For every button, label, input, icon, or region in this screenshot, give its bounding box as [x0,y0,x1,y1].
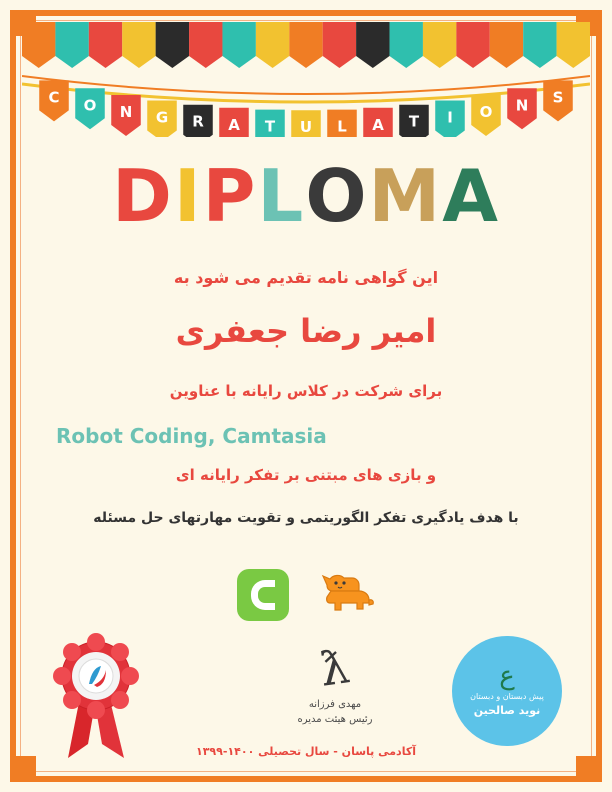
course-extra-line: و بازی های مبتنی بر تفکر رایانه ای [175,466,437,484]
bunting-letter-6: T [264,117,276,136]
bunting-flag-top-15 [523,22,556,68]
bunting-flag-top-16 [557,22,590,68]
camtasia-logo-icon [237,569,289,621]
title-letter-3: L [257,154,306,238]
title-letter-2: P [202,154,258,238]
signature-block [250,639,420,727]
bunting-letter-14: S [552,88,564,107]
bunting-flag-top-10 [356,22,389,68]
bunting-flag-U [291,110,321,137]
bunting-flag-top-1 [55,22,88,68]
title-letter-4: O [305,154,369,238]
scratch-cat-icon [319,569,375,621]
bunting-flag-top-12 [423,22,456,68]
bunting-flag-N [507,88,537,129]
bunting-flag-C [39,80,69,121]
page-title [0,154,612,238]
bunting-flag-A [363,108,393,137]
bunting-flag-T [399,105,429,137]
bunting-letter-9: A [372,115,384,134]
seal-emblem-icon: ع [499,660,515,691]
bunting-letter-10: T [408,112,420,131]
bunting-flag-S [543,80,573,121]
program-logos [0,560,612,630]
seal-line-2: نوید صالحین [473,703,541,717]
bunting-letter-3: G [155,108,169,127]
bunting-letter-12: O [479,103,493,121]
bunting-flag-top-5 [189,22,222,68]
bunting-flag-top-0 [22,22,55,68]
school-seal-circle [452,636,562,746]
bunting-flag-top-6 [222,22,255,68]
bunting-flag-O [75,88,105,129]
bunting-letter-8: L [337,117,347,136]
bunting-flag-I [435,100,465,137]
corner-ornament-bottom-right [576,756,602,782]
bunting-letter-13: N [515,96,529,115]
title-letter-5: M [368,154,443,238]
school-seal [452,636,562,746]
bunting-flag-top-3 [122,22,155,68]
bunting-flag-R [183,105,213,137]
seal-line-1: پیش دبستان و دبستان [470,691,544,701]
bunting-letter-7: U [299,118,313,137]
bunting-flag-O [471,95,501,136]
footer-academy-year: آکادمی پاسان - سال تحصیلی ۱۴۰۰-۱۳۹۹ [196,745,416,758]
bunting-letter-row [39,80,573,137]
congratulations-bunting [22,22,590,137]
bunting-flag-top-8 [289,22,322,68]
course-goal-line: با هدف یادگیری تفکر الگوریتمی و تقویت مهارتهای حل مسئله [93,510,519,526]
signature-name: مهدی فرزانه [308,699,362,710]
award-rosette [48,632,144,762]
bunting-letter-0: C [48,88,60,107]
bunting-letter-2: N [119,103,133,121]
course-intro-line: برای شرکت در کلاس رایانه با عناوین [169,382,443,400]
presented-to-line: این گواهی نامه تقدیم می شود به [173,268,439,287]
bunting-flag-top-14 [490,22,523,68]
bunting-flag-top-13 [456,22,489,68]
title-letter-6: A [442,154,500,238]
course-titles: Robot Coding, Camtasia [56,424,327,448]
bunting-flag-top-4 [156,22,189,68]
bunting-flag-top-11 [390,22,423,68]
bunting-letter-5: A [228,115,240,134]
bunting-letter-4: R [192,112,204,131]
bunting-letter-11: I [447,108,453,127]
title-letter-0: D [112,154,174,238]
recipient-name: امیر رضا جعفری [175,312,437,350]
bunting-flag-top-7 [256,22,289,68]
signature-role: رئیس هیئت مدیره [297,714,373,725]
corner-ornament-bottom-left [10,756,36,782]
signature-mark: ƛ [316,639,353,697]
bunting-top-row [22,22,590,68]
bunting-flag-T [255,110,285,137]
bunting-flag-N [111,95,141,136]
bunting-flag-top-2 [89,22,122,68]
bunting-flag-L [327,110,357,137]
title-letter-1: I [173,154,203,238]
bunting-flag-G [147,100,177,137]
bunting-flag-top-9 [323,22,356,68]
bunting-flag-A [219,108,249,137]
bunting-letter-1: O [83,96,97,115]
